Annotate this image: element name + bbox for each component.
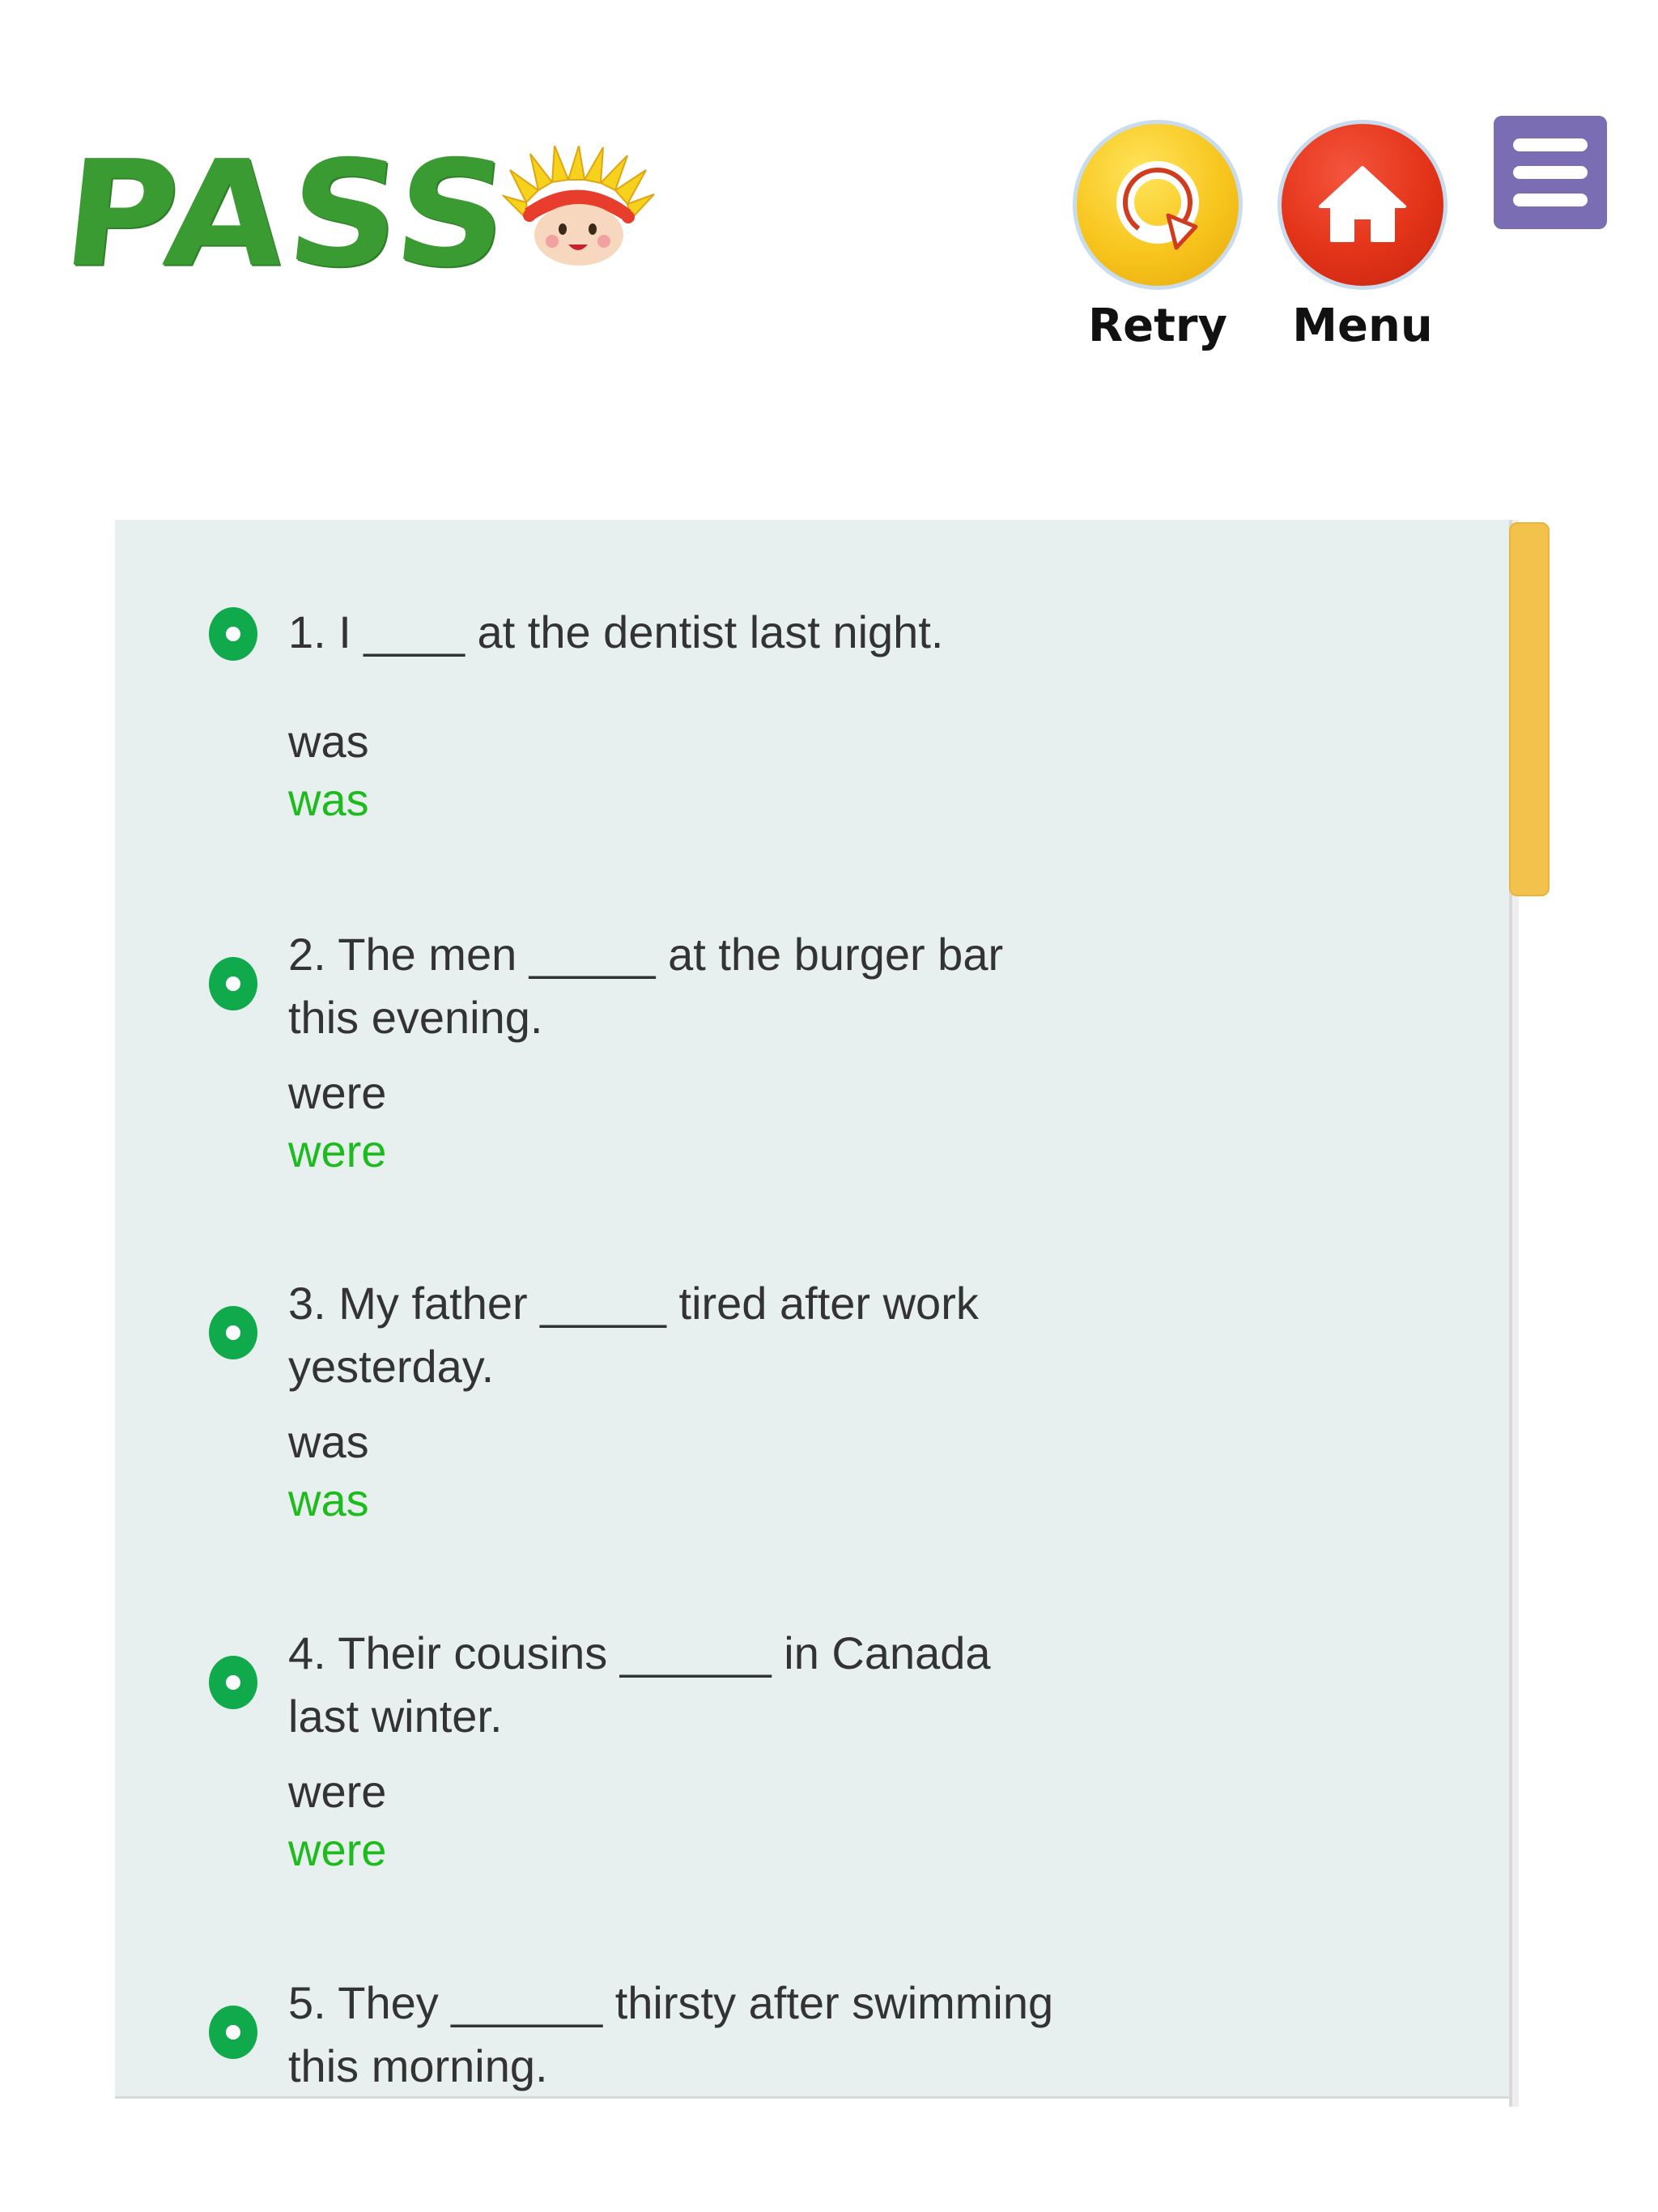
quiz-answers-panel[interactable]	[115, 520, 1509, 2099]
home-icon	[1278, 120, 1448, 290]
question-text: 3. My father _____ tired after work yesterday.	[288, 1278, 979, 1392]
user-answer: were	[288, 1766, 387, 1817]
bullet-icon	[209, 1656, 257, 1709]
bullet-icon	[209, 607, 257, 661]
user-answer: was	[288, 716, 369, 767]
hamburger-line	[1513, 166, 1588, 179]
question-text: 2. The men _____ at the burger bar this evening.	[288, 929, 1004, 1043]
pass-logo	[56, 129, 656, 300]
question-text: 1. I ____ at the dentist last night.	[288, 606, 944, 657]
correct-answer: were	[288, 1125, 387, 1176]
logo-text: PASS	[56, 129, 520, 300]
bullet-icon	[209, 2006, 257, 2059]
correct-answer: was	[288, 774, 369, 825]
hamburger-line	[1513, 138, 1588, 151]
bullet-icon	[209, 1306, 257, 1359]
retry-button[interactable]	[1073, 120, 1243, 352]
user-answer: was	[288, 1416, 369, 1467]
user-answer: were	[288, 1067, 387, 1118]
mascot-face-icon	[502, 146, 656, 267]
menu-home-button[interactable]	[1278, 120, 1448, 352]
correct-answer: was	[288, 1474, 369, 1525]
correct-answer: were	[288, 1824, 387, 1875]
question-text: 4. Their cousins ______ in Canada last winter.	[288, 1627, 991, 1742]
question-text: 5. They ______ thirsty after swimming this morning.	[288, 1977, 1054, 2091]
hamburger-line	[1513, 194, 1588, 206]
menu-label: Menu	[1292, 300, 1433, 352]
retry-icon	[1073, 120, 1243, 290]
retry-label: Retry	[1088, 300, 1227, 352]
scrollbar-thumb[interactable]	[1509, 522, 1550, 896]
bullet-icon	[209, 957, 257, 1010]
hamburger-menu-icon[interactable]	[1494, 116, 1607, 229]
